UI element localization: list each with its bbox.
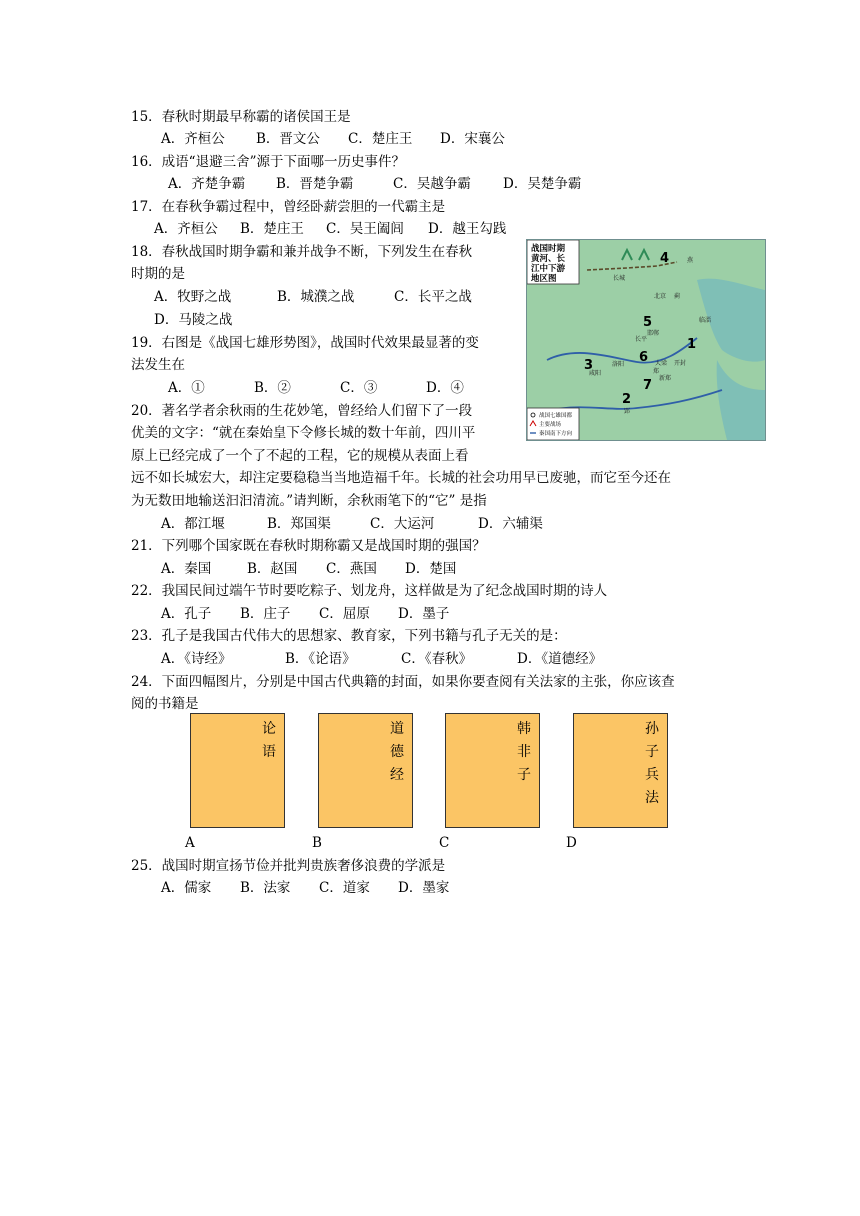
question-18-stem-line-2: 时期的是 [131,266,185,282]
question-24-stem-line-1: 24．下面四幅图片，分别是中国古代典籍的封面，如果你要查阅有关法家的主张，你应该查 [131,674,675,690]
option: A．都江堰 [161,516,225,532]
option: B．城濮之战 [277,289,355,305]
option: C．《春秋》 [401,651,473,667]
map-number-4: 4 [660,251,670,266]
option: A．齐桓公 [154,221,218,237]
map-city: 邯郸 [647,330,660,337]
option: A．齐楚争霸 [168,176,246,192]
map-title: 战国时期 黄河、长 江中下游 地区图 [531,244,566,284]
question-23-stem: 23．孔子是我国古代伟大的思想家、教育家，下列书籍与孔子无关的是： [131,628,567,644]
map-number-7: 7 [643,378,653,393]
option: C．屈原 [319,606,370,622]
option: B．庄子 [240,606,291,622]
option: B．楚庄王 [240,221,304,237]
option: B．赵国 [247,561,298,577]
question-25-stem: 25．战国时期宣扬节俭并批判贵族奢侈浪费的学派是 [131,858,446,874]
option: A．① [168,380,205,396]
book-cover-c [445,713,540,828]
option: C．长平之战 [394,289,472,305]
option: B．晋文公 [256,131,320,147]
map-city: 临淄 [699,317,712,324]
option: C．楚庄王 [348,131,413,147]
map-number-3: 3 [584,358,594,373]
question-15-options [161,129,505,149]
question-19-options [168,378,464,398]
map-city: 长平 [635,336,648,343]
question-17-stem: 17．在春秋争霸过程中，曾经卧薪尝胆的一代霸主是 [131,199,446,215]
map-number-2: 2 [622,392,632,407]
question-21-options [161,559,456,579]
option: D．宋襄公 [440,131,505,147]
option: C．大运河 [370,516,435,532]
book-label-d: D [566,835,577,851]
option: A．《诗经》 [161,651,232,667]
book-cover-d [573,713,668,828]
book-cover-b [318,713,413,828]
option: C．吴王阖闾 [326,221,404,237]
question-18-option-d: D．马陵之战 [154,312,233,328]
question-20-stem-line-2: 优美的文字：“就在秦始皇下令修长城的数十年前，四川平 [131,425,476,441]
option: B．郑国渠 [267,516,331,532]
question-21-stem: 21．下列哪个国家既在春秋时期称霸又是战国时期的强国？ [131,538,486,554]
map-drawing [527,240,765,440]
option: D．④ [426,380,464,396]
option: D．墨子 [398,606,450,622]
map-number-6: 6 [639,350,649,365]
option: B．② [254,380,291,396]
option: D．墨家 [398,880,450,896]
map-city: 蓟 [674,293,681,300]
map-city: 郢 [624,408,631,415]
book-cover-a [190,713,285,828]
map-city: 开封 [674,360,687,367]
option: A．牧野之战 [154,289,232,305]
question-18-options-row-1 [154,287,472,307]
question-20-stem-line-3: 原上已经完成了一个了不起的工程，它的规模从表面上看 [131,448,469,464]
map-city: 洛阳 [612,361,625,368]
book-title: 韩非子 [517,721,531,783]
map-city: 咸阳 [589,370,602,377]
question-20-stem-line-1: 20．著名学者余秋雨的生花妙笔，曾经给人们留下了一段 [131,403,473,419]
option: D．《道德经》 [517,651,603,667]
option: D．楚国 [405,561,457,577]
question-15-stem: 15．春秋时期最早称霸的诸侯国王是 [131,109,351,125]
option: A．孔子 [161,606,212,622]
book-label-c: C [439,835,450,851]
map-city: 北京 [654,293,667,300]
question-25-options [161,878,449,898]
question-20-stem-line-4: 远不如长城宏大，却注定要稳稳当当地造福千年。长城的社会功用早已废驰，而它至今还在 [131,470,671,486]
question-16-stem: 16．成语“退避三舍”源于下面哪一历史事件？ [131,154,405,170]
option: B．法家 [240,880,291,896]
question-20-options [161,514,543,534]
map-city: 大梁 [655,360,668,367]
question-19-stem-line-1: 19．右图是《战国七雄形势图》，战国时代效果最显著的变 [131,335,479,351]
book-label-a: A [185,835,195,851]
book-title: 孙子兵法 [645,721,659,806]
question-19-stem-line-2: 法发生在 [131,357,185,373]
question-22-options [161,604,449,624]
map-city: 新郑 [659,375,672,382]
option: A．儒家 [161,880,212,896]
question-22-stem: 22．我国民间过端午节时要吃粽子、划龙舟，这样做是为了纪念战国时期的诗人 [131,583,608,599]
question-16-options [168,174,581,194]
option: B．《论语》 [285,651,356,667]
option: C．燕国 [326,561,377,577]
option: C．③ [340,380,378,396]
map-city: 郑 [653,368,660,375]
option: B．晋楚争霸 [276,176,354,192]
option: D．六辅渠 [478,516,543,532]
question-18-stem-line-1: 18．春秋战国时期争霸和兼并战争不断，下列发生在春秋 [131,244,473,260]
book-label-b: B [312,835,322,851]
map-number-1: 1 [687,337,697,352]
legend-entry: 秦国南下方向 [539,431,573,437]
option: D．吴楚争霸 [503,176,582,192]
warring-states-map [526,239,766,441]
book-title: 论语 [262,721,276,760]
book-title: 道德经 [390,721,404,783]
question-24-stem-line-2: 阅的书籍是 [131,696,199,712]
map-number-5: 5 [643,315,653,330]
question-17-options [154,219,506,239]
question-20-stem-line-5: 为无数田地输送汩汩清流。”请判断，余秋雨笔下的“它” 是指 [131,493,487,509]
option: A．齐桓公 [161,131,225,147]
option: D．越王勾践 [428,221,507,237]
option: C．道家 [319,880,370,896]
map-city: 燕 [687,257,694,264]
option: C．吴越争霸 [393,176,471,192]
legend-entry: 主要战场 [539,422,562,428]
option: A．秦国 [161,561,212,577]
legend-entry: 战国七雄国都 [539,413,573,419]
question-23-options [161,649,602,669]
map-city: 长城 [613,275,626,282]
